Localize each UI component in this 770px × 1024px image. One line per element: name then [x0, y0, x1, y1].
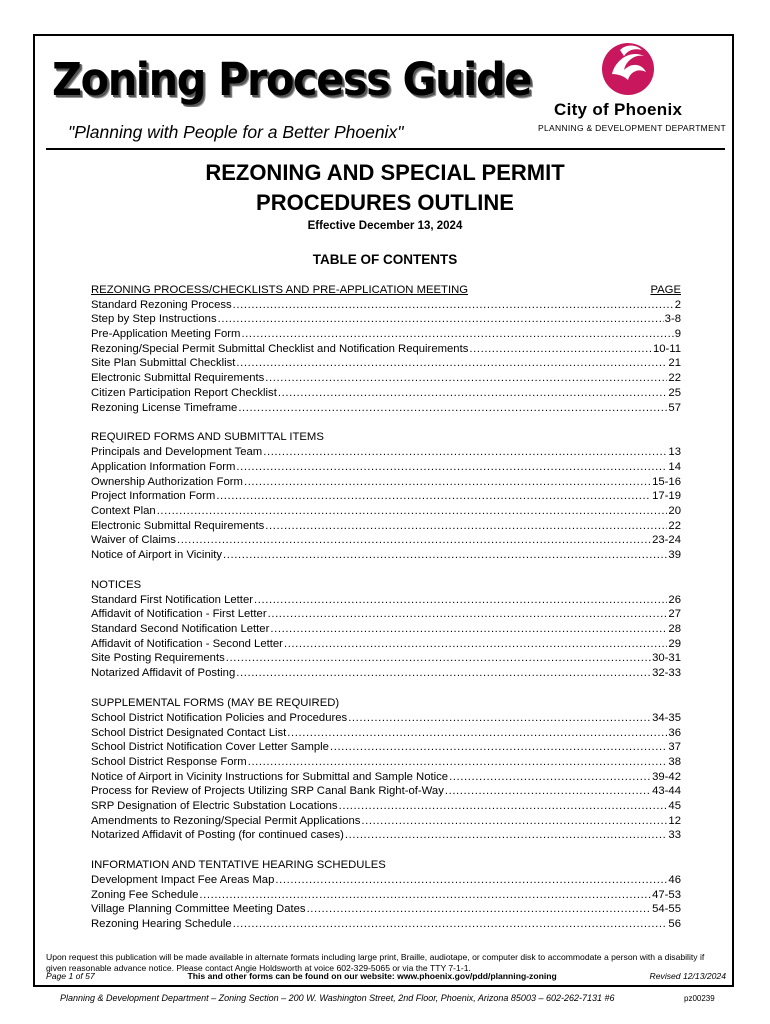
- toc-entry-label: Standard First Notification Letter: [91, 593, 253, 606]
- toc-entry-label: Notarized Affidavit of Posting: [91, 667, 236, 680]
- toc-entry-label: Amendments to Rezoning/Special Permit Applications: [91, 814, 361, 827]
- toc-entry-label: Rezoning License Timeframe: [91, 401, 238, 414]
- doc-title-line2: PROCEDURES OUTLINE: [256, 190, 514, 215]
- toc-entry: [91, 755, 681, 770]
- dot-leader: [226, 651, 651, 666]
- toc-entry-label: Standard Second Notification Letter: [91, 623, 270, 636]
- dot-leader: [218, 312, 664, 327]
- toc-entry: [91, 593, 681, 608]
- header-rule: [46, 148, 725, 150]
- section-heading: [91, 696, 681, 711]
- toc-entry: [91, 386, 681, 401]
- toc-entry-page: 47-53: [652, 888, 681, 901]
- toc-entry: [91, 460, 681, 475]
- toc-entry-page: 12: [668, 814, 681, 827]
- toc-entry: [91, 828, 681, 843]
- toc-entry: [91, 622, 681, 637]
- toc-entry-page: 36: [668, 726, 681, 739]
- footer-line: [46, 971, 726, 981]
- toc-entry-page: 28: [668, 623, 681, 636]
- toc-entry-page: 10-11: [652, 342, 681, 355]
- toc-entry-page: 56: [668, 918, 681, 931]
- dot-leader: [345, 828, 668, 843]
- toc-entry: [91, 519, 681, 534]
- section-title: REQUIRED FORMS AND SUBMITTAL ITEMS: [91, 431, 324, 444]
- accessibility-notice: Upon request this publication will be made available in alternate formats including large print, Braille, audiotape, or computer disk to accommodate a person with a disability if given reasonable advance notice. Please contact Angie Holdsworth at voice 602-329-5065 or via the TTY 7-1-1.: [46, 952, 705, 973]
- dot-leader: [233, 298, 674, 313]
- dot-leader: [275, 873, 667, 888]
- toc-entry-label: Electronic Submittal Requirements: [91, 519, 265, 532]
- toc-entry: [91, 917, 681, 932]
- toc-entry: [91, 489, 681, 504]
- toc-entry: [91, 740, 681, 755]
- toc-entry: [91, 533, 681, 548]
- dot-leader: [244, 475, 651, 490]
- toc-entry-page: 2: [674, 298, 681, 311]
- toc-entry-label: Site Plan Submittal Checklist: [91, 357, 236, 370]
- toc-entry-label: Notice of Airport in Vicinity: [91, 549, 223, 561]
- toc-entry-page: 33: [668, 829, 681, 842]
- toc-entry-page: 37: [668, 741, 681, 754]
- section-title: INFORMATION AND TENTATIVE HEARING SCHEDULES: [91, 859, 386, 871]
- toc-entry: [91, 356, 681, 371]
- toc-entry: [91, 312, 681, 327]
- toc-entry-page: 13: [668, 446, 681, 459]
- toc-entry: [91, 327, 681, 342]
- dot-leader: [238, 401, 667, 416]
- dot-leader: [284, 637, 667, 652]
- dot-leader: [449, 770, 651, 785]
- website-note: This and other forms can be found on our website: www.phoenix.gov/pdd/planning-zoning: [187, 971, 557, 981]
- tagline: "Planning with People for a Better Phoenix": [68, 122, 404, 142]
- toc-entry: [91, 651, 681, 666]
- toc-entry-label: Pre-Application Meeting Form: [91, 328, 241, 341]
- toc-entry-label: School District Designated Contact List: [91, 726, 287, 739]
- section-gap: [91, 843, 681, 858]
- toc-entry-label: Principals and Development Team: [91, 446, 263, 459]
- dot-leader: [216, 489, 651, 504]
- toc-entry-label: Context Plan: [91, 504, 156, 517]
- dot-leader: [265, 371, 667, 386]
- toc-entry-label: Application Information Form: [91, 460, 236, 473]
- toc-entry: [91, 799, 681, 814]
- toc-entry: [91, 888, 681, 903]
- dot-leader: [348, 711, 651, 726]
- toc-entry: [91, 504, 681, 519]
- toc-entry-page: 30-31: [652, 652, 681, 665]
- toc-entry-page: 46: [668, 874, 681, 886]
- toc-entry-page: 39-42: [652, 770, 681, 783]
- toc-entry-page: 54-55: [652, 903, 681, 916]
- toc-entry-page: 22: [668, 372, 681, 385]
- toc-entry: [91, 298, 681, 313]
- toc-entry-page: 26: [668, 593, 681, 606]
- toc-entry-label: SRP Designation of Electric Substation Locations: [91, 799, 338, 812]
- section-heading: [91, 578, 681, 593]
- toc-entry-page: 14: [668, 460, 681, 473]
- dot-leader: [241, 327, 673, 342]
- dot-leader: [307, 902, 652, 917]
- toc-entry-label: Waiver of Claims: [91, 534, 176, 547]
- dot-leader: [287, 726, 667, 741]
- dot-leader: [236, 666, 651, 681]
- toc-entry-page: 45: [668, 799, 681, 812]
- phoenix-bird-logo-icon: [598, 40, 658, 96]
- dot-leader: [157, 504, 668, 519]
- department-address: Planning & Development Department – Zoning Section – 200 W. Washington Street, 2nd Floor, Phoenix, Arizona 85003 – 602-262-7131 #6: [60, 993, 615, 1003]
- toc-entry-page: 38: [668, 755, 681, 768]
- toc-entry-label: Electronic Submittal Requirements: [91, 372, 265, 385]
- guide-title: Zoning Process Guide: [52, 53, 531, 106]
- toc-entry-label: Citizen Participation Report Checklist: [91, 386, 277, 399]
- toc-entry-label: Process for Review of Projects Utilizing SRP Canal Bank Right-of-Way: [91, 785, 444, 798]
- toc-entry-label: Project Information Form: [91, 490, 216, 503]
- dot-leader: [236, 356, 667, 371]
- dot-leader: [268, 607, 668, 622]
- page-number: Page 1 of 57: [46, 971, 95, 981]
- toc-entry-page: 27: [668, 608, 681, 621]
- toc-entry-label: Site Posting Requirements: [91, 652, 225, 665]
- toc-entry: [91, 607, 681, 622]
- dot-leader: [223, 548, 667, 563]
- toc-entry: [91, 401, 681, 416]
- section-title: REZONING PROCESS/CHECKLISTS AND PRE-APPLICATION MEETING: [91, 284, 469, 296]
- dot-leader: [199, 888, 651, 903]
- toc-entry-page: 34-35: [652, 711, 681, 724]
- city-name: City of Phoenix: [554, 100, 683, 119]
- toc-entry-page: 57: [668, 401, 681, 414]
- toc-entry: [91, 770, 681, 785]
- toc-entry: [91, 475, 681, 490]
- dot-leader: [265, 519, 667, 534]
- toc-entry-page: 43-44: [652, 785, 681, 798]
- section-title: NOTICES: [91, 578, 142, 591]
- dot-leader: [339, 799, 668, 814]
- toc-entry: [91, 726, 681, 741]
- toc-entry-label: Zoning Fee Schedule: [91, 888, 199, 901]
- doc-title-line1: REZONING AND SPECIAL PERMIT: [205, 160, 565, 185]
- toc-entry-page: 9: [674, 328, 681, 341]
- section-title: SUPPLEMENTAL FORMS (MAY BE REQUIRED): [91, 696, 340, 709]
- section-gap: [91, 681, 681, 696]
- toc-entry-label: Village Planning Committee Meeting Dates: [91, 903, 306, 916]
- section-heading: [91, 430, 681, 445]
- dot-leader: [278, 386, 668, 401]
- dot-leader: [263, 445, 667, 460]
- dot-leader: [233, 917, 668, 932]
- section-heading: [91, 283, 681, 298]
- toc-entry-label: Rezoning Hearing Schedule: [91, 918, 232, 931]
- department-name: PLANNING & DEVELOPMENT DEPARTMENT: [538, 123, 726, 133]
- toc-entry-page: 3-8: [664, 313, 681, 326]
- toc-entry-label: Development Impact Fee Areas Map: [91, 874, 275, 886]
- toc-entry: [91, 548, 681, 563]
- section-gap: [91, 415, 681, 430]
- effective-date: Effective December 13, 2024: [307, 220, 463, 232]
- table-of-contents: [91, 283, 681, 932]
- toc-entry-page: 29: [668, 637, 681, 650]
- toc-entry-label: School District Response Form: [91, 755, 247, 768]
- toc-entry: [91, 371, 681, 386]
- toc-entry-page: 39: [668, 549, 681, 561]
- toc-entry: [91, 637, 681, 652]
- toc-entry: [91, 445, 681, 460]
- section-heading: [91, 858, 681, 873]
- revised-date: Revised 12/13/2024: [649, 971, 726, 981]
- toc-entry-label: Step by Step Instructions: [91, 313, 217, 326]
- toc-entry-label: Affidavit of Notification - Second Letter: [91, 637, 283, 650]
- toc-entry-label: School District Notification Policies and Procedures: [91, 711, 348, 724]
- toc-entry: [91, 666, 681, 681]
- dot-leader: [254, 593, 667, 608]
- toc-entry-label: Affidavit of Notification - First Letter: [91, 608, 267, 621]
- toc-entry-page: 21: [668, 357, 681, 370]
- toc-entry-label: Rezoning/Special Permit Submittal Checklist and Notification Requirements: [91, 342, 469, 355]
- toc-entry-page: 32-33: [652, 667, 681, 680]
- dot-leader: [248, 755, 668, 770]
- toc-title: TABLE OF CONTENTS: [312, 252, 458, 267]
- toc-entry-page: 20: [668, 504, 681, 517]
- page-column-header: PAGE: [650, 284, 681, 296]
- section-gap: [91, 563, 681, 578]
- toc-entry-page: 17-19: [652, 490, 681, 503]
- toc-entry-page: 22: [668, 519, 681, 532]
- toc-entry: [91, 902, 681, 917]
- toc-entry-label: Notarized Affidavit of Posting (for continued cases): [91, 829, 344, 842]
- toc-entry-label: School District Notification Cover Letter Sample: [91, 741, 329, 754]
- dot-leader: [469, 342, 652, 357]
- dot-leader: [236, 460, 667, 475]
- toc-entry: [91, 784, 681, 799]
- dot-leader: [445, 784, 651, 799]
- dot-leader: [177, 533, 651, 548]
- toc-entry: [91, 814, 681, 829]
- toc-entry: [91, 711, 681, 726]
- toc-entry-label: Ownership Authorization Form: [91, 475, 243, 488]
- toc-entry: [91, 342, 681, 357]
- dot-leader: [330, 740, 667, 755]
- toc-entry-page: 25: [668, 386, 681, 399]
- toc-entry-label: Standard Rezoning Process: [91, 298, 232, 311]
- toc-entry-label: Notice of Airport in Vicinity Instructions for Submittal and Sample Notice: [91, 770, 449, 783]
- toc-entry-page: 15-16: [652, 475, 681, 488]
- toc-entry: [91, 873, 681, 888]
- dot-leader: [361, 814, 667, 829]
- dot-leader: [270, 622, 667, 637]
- toc-entry-page: 23-24: [652, 534, 681, 547]
- form-code: pz00239: [684, 994, 715, 1003]
